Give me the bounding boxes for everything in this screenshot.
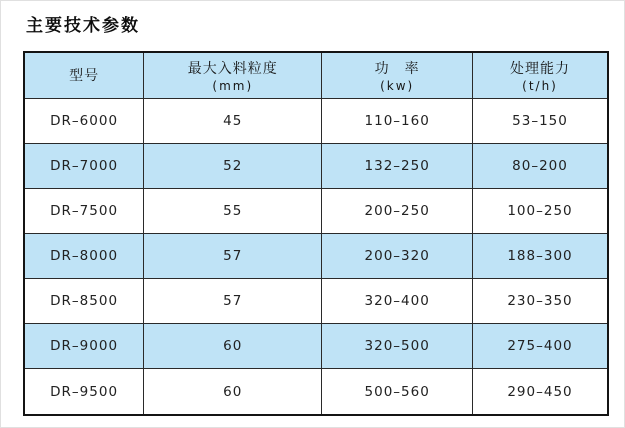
col-header-model — [24, 52, 144, 98]
cell-feed-size: 45 — [144, 98, 322, 143]
cell-model: DR–7000 — [24, 143, 144, 188]
cell-model: DR–8500 — [24, 278, 144, 323]
cell-capacity: 230–350 — [473, 278, 609, 323]
cell-capacity: 188–300 — [473, 233, 609, 278]
cell-power: 200–320 — [322, 233, 473, 278]
cell-feed-size: 57 — [144, 233, 322, 278]
cell-model: DR–7500 — [24, 188, 144, 233]
cell-model: DR–8000 — [24, 233, 144, 278]
cell-power: 320–400 — [322, 278, 473, 323]
page-title: 主要技术参数 — [26, 16, 140, 36]
col-header-unit: (mm) — [212, 78, 254, 93]
specs-table-body — [24, 98, 608, 415]
cell-capacity: 80–200 — [473, 143, 609, 188]
table-row — [24, 369, 608, 415]
cell-feed-size: 52 — [144, 143, 322, 188]
table-row — [24, 143, 608, 188]
table-row — [24, 98, 608, 143]
cell-power: 500–560 — [322, 369, 473, 415]
table-row — [24, 323, 608, 368]
cell-model: DR–6000 — [24, 98, 144, 143]
header-row — [24, 52, 608, 98]
col-header-label: 型号 — [69, 68, 100, 85]
col-header-unit: (t/h) — [522, 78, 558, 93]
cell-feed-size: 57 — [144, 278, 322, 323]
col-header-power — [322, 52, 473, 98]
cell-capacity: 53–150 — [473, 98, 609, 143]
cell-capacity: 100–250 — [473, 188, 609, 233]
cell-feed-size: 60 — [144, 369, 322, 415]
cell-feed-size: 60 — [144, 323, 322, 368]
col-header-label: 功 率 — [374, 60, 420, 77]
specs-table — [23, 51, 609, 416]
cell-power: 110–160 — [322, 98, 473, 143]
table-row — [24, 233, 608, 278]
col-header-feed-size — [144, 52, 322, 98]
cell-capacity: 290–450 — [473, 369, 609, 415]
cell-model: DR–9500 — [24, 369, 144, 415]
cell-model: DR–9000 — [24, 323, 144, 368]
table-row — [24, 278, 608, 323]
col-header-unit: (kw) — [380, 78, 415, 93]
col-header-label: 最大入料粒度 — [187, 60, 278, 77]
table-row — [24, 188, 608, 233]
cell-power: 132–250 — [322, 143, 473, 188]
cell-power: 200–250 — [322, 188, 473, 233]
col-header-capacity — [473, 52, 609, 98]
cell-power: 320–500 — [322, 323, 473, 368]
cell-feed-size: 55 — [144, 188, 322, 233]
cell-capacity: 275–400 — [473, 323, 609, 368]
col-header-label: 处理能力 — [510, 60, 570, 77]
